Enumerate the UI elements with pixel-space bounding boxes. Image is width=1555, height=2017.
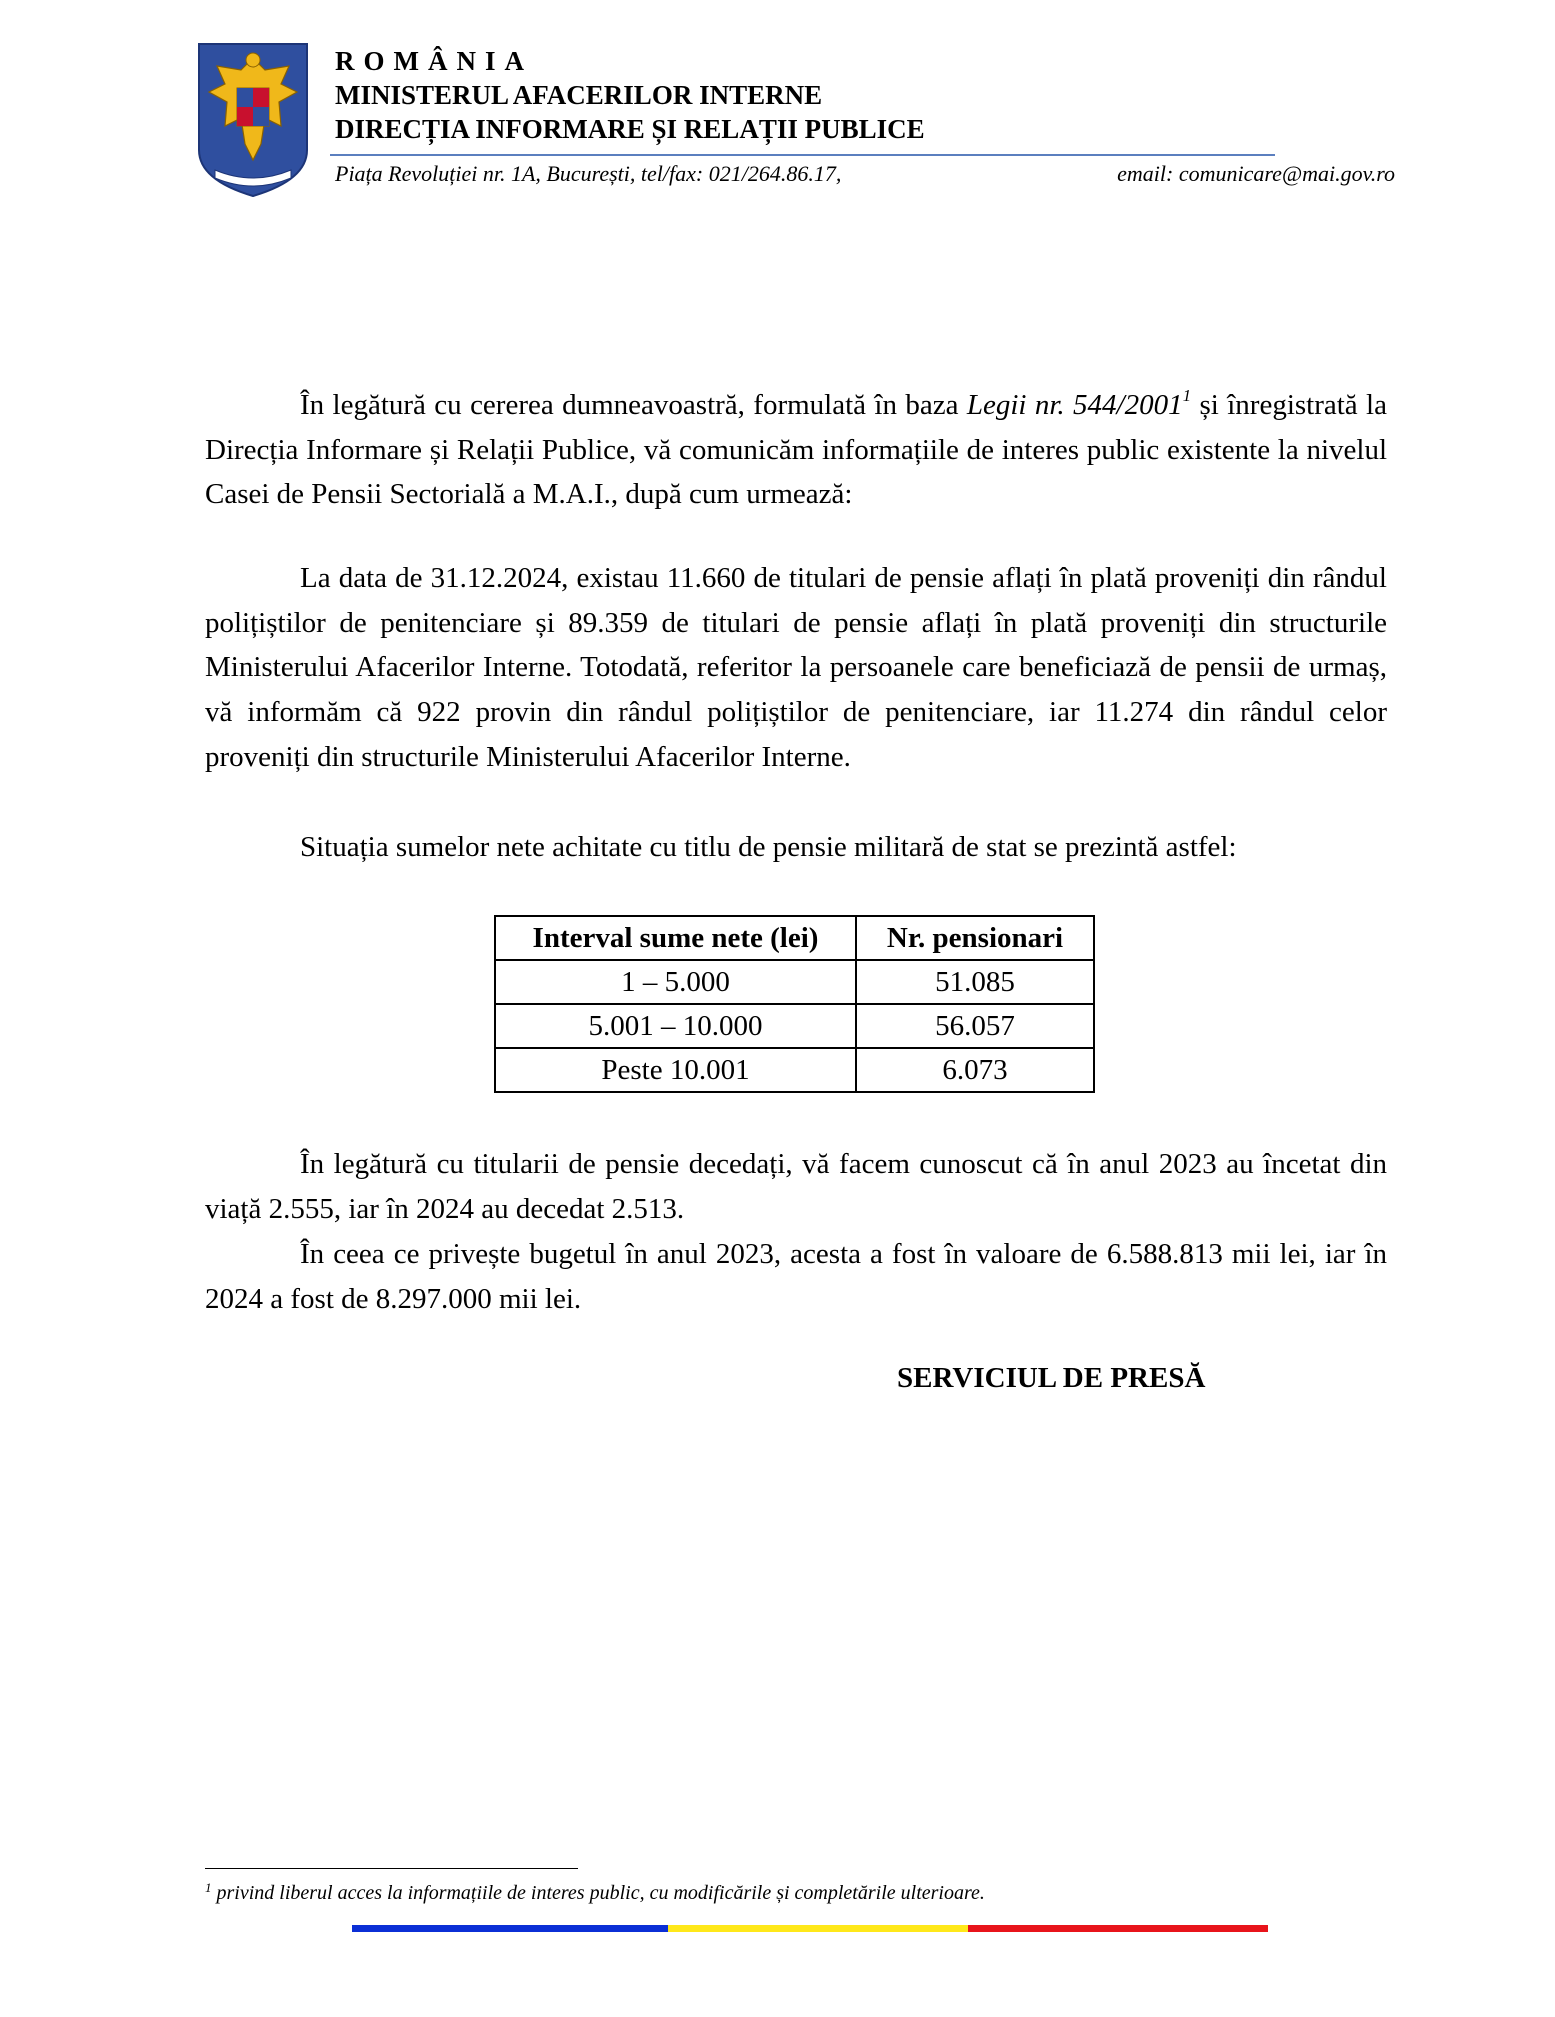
footnote	[205, 1882, 985, 1905]
header-country: ROMÂNIA	[335, 46, 533, 76]
table-row	[495, 1048, 1094, 1092]
paragraph-budget: În ceea ce privește bugetul în anul 2023, acesta a fost în valoare de 6.588.813 mii lei, iar în 2024 a fost de 8.297.000 mii lei.	[205, 1238, 1387, 1315]
signature: SERVICIUL DE PRESĂ	[897, 1362, 1206, 1394]
flag-stripe-yellow	[668, 1925, 968, 1932]
table-header-interval: Interval sume nete (lei)	[495, 916, 856, 960]
intro-text-end: și înregistrată la Direcția Informare și Relații Publice, vă comunicăm informațiile de interes public existente la nivelul Casei de Pensii Sectorială a M.A.I., după cum urmează:	[205, 389, 1387, 511]
footnote-divider	[205, 1868, 578, 1869]
header-ministry: MINISTERUL AFACERILOR INTERNE	[335, 80, 823, 110]
footnote-reference: 1	[1182, 386, 1192, 405]
law-reference: Legii nr. 544/2001	[966, 389, 1183, 421]
paragraph-table-intro: Situația sumelor nete achitate cu titlu de pensie militară de stat se prezintă astfel:	[300, 831, 1237, 863]
intro-text-start: În legătură cu cererea dumneavoastră, formulată în baza	[300, 389, 967, 421]
table-header-count: Nr. pensionari	[856, 916, 1094, 960]
table-cell-count: 6.073	[856, 1048, 1094, 1092]
flag-stripe-blue	[352, 1925, 668, 1932]
net-sums-table	[494, 915, 1095, 1093]
flag-stripe-red	[968, 1925, 1268, 1932]
table-row	[495, 1004, 1094, 1048]
paragraph-pensioners: La data de 31.12.2024, existau 11.660 de titulari de pensie aflați în plată proveniți din rândul polițiștilor de penitenciare și 89.359 de titulari de pensie aflați în plată proveniți din structurile Ministerului Afacerilor Interne. Totodată, referitor la persoanele care beneficiază de pensii de urmaș, vă informăm că 922 provin din rândul polițiștilor de penitenciare, iar 11.274 din rândul celor proveniți din structurile Ministerului Afacerilor Interne.	[205, 562, 1387, 773]
header-direction: DIRECȚIA INFORMARE ȘI RELAȚII PUBLICE	[335, 114, 925, 144]
table-cell-interval: 5.001 – 10.000	[495, 1004, 856, 1048]
footnote-number: 1	[205, 1880, 212, 1895]
table-cell-count: 51.085	[856, 960, 1094, 1004]
table-cell-interval: Peste 10.001	[495, 1048, 856, 1092]
header-address: Piața Revoluției nr. 1A, București, tel/fax: 021/264.86.17,	[335, 161, 842, 186]
paragraph-intro	[205, 383, 1387, 517]
footnote-text: privind liberul acces la informațiile de interes public, cu modificările și completările ulterioare.	[211, 1882, 985, 1904]
header-divider	[330, 154, 1275, 156]
romanian-coat-of-arms-icon	[193, 40, 313, 200]
table-cell-count: 56.057	[856, 1004, 1094, 1048]
table-cell-interval: 1 – 5.000	[495, 960, 856, 1004]
header-email: email: comunicare@mai.gov.ro	[1117, 161, 1395, 186]
table-row	[495, 960, 1094, 1004]
table-header-row	[495, 916, 1094, 960]
paragraph-deceased: În legătură cu titularii de pensie decedați, vă facem cunoscut că în anul 2023 au încetat din viață 2.555, iar în 2024 au decedat 2.513.	[205, 1148, 1387, 1225]
